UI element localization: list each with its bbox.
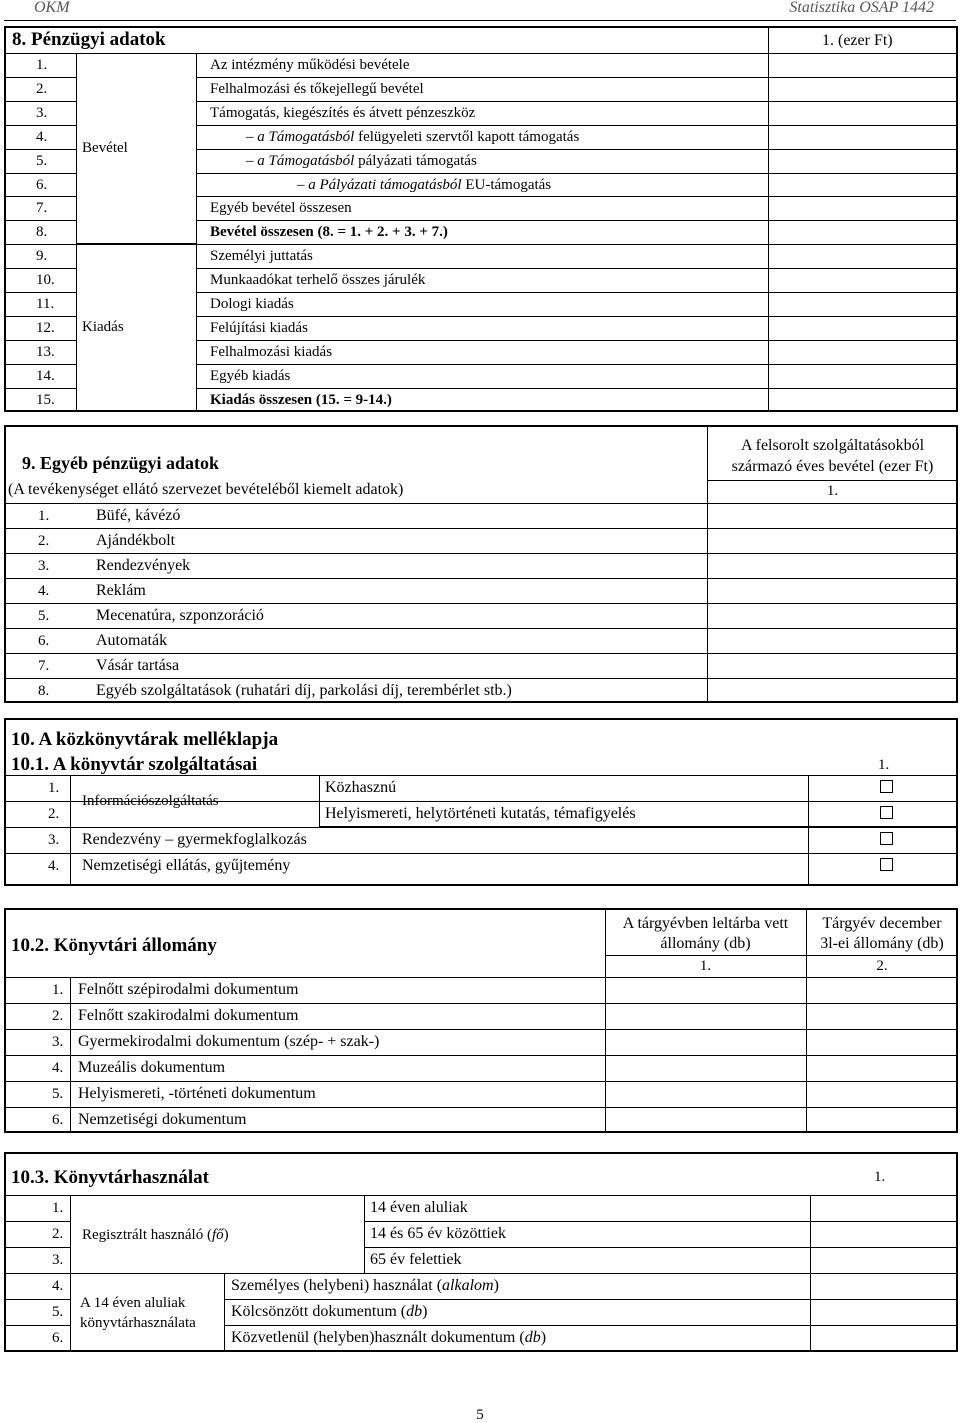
s101-row-label: Helyismereti, helytörténeti kutatás, témafigyelés	[325, 805, 636, 822]
section-10-3-title: 10.3. Könyvtárhasználat	[11, 1167, 209, 1188]
s102-value-cell-2[interactable]	[807, 1082, 957, 1106]
header-rule	[4, 20, 956, 21]
s8-row-label: Egyéb bevétel összesen	[210, 200, 352, 216]
s9-row-label: Rendezvények	[96, 557, 191, 574]
col2-header-b: 3l-ei állomány (db)	[820, 935, 944, 952]
s102-row-number: 5.	[52, 1086, 64, 1102]
s9-row-number: 5.	[38, 608, 50, 624]
s102-row-number: 1.	[52, 982, 64, 998]
s9-row-number: 7.	[38, 658, 50, 674]
info-group-label: Információszolgáltatás	[82, 793, 219, 809]
col2-num: 2.	[876, 958, 888, 974]
section-10-1-title: 10.1. A könyvtár szolgáltatásai	[11, 754, 258, 775]
group-under-14-b: könyvtárhasználata	[80, 1315, 196, 1331]
s103-value-cell[interactable]	[811, 1196, 957, 1220]
s8-row-label: Kiadás összesen (15. = 9-14.)	[210, 392, 392, 408]
s8-row-label: Felhalmozási és tőkejellegű bevétel	[210, 81, 424, 97]
s8-value-cell[interactable]	[769, 221, 957, 243]
s103-value-cell[interactable]	[811, 1274, 957, 1298]
s8-row-label: Egyéb kiadás	[210, 368, 291, 384]
section-8-title: 8. Pénzügyi adatok	[12, 29, 166, 50]
s9-value-cell[interactable]	[708, 554, 957, 577]
s8-row-number: 5.	[36, 153, 48, 169]
s103-row-number: 2.	[52, 1226, 64, 1242]
s103-row-label: 14 éven aluliak	[370, 1199, 468, 1216]
s8-value-cell[interactable]	[769, 78, 957, 100]
checkbox[interactable]	[880, 858, 893, 871]
s9-row-number: 8.	[38, 683, 50, 699]
s9-value-cell[interactable]	[708, 654, 957, 677]
s102-row-label: Felnőtt szakirodalmi dokumentum	[78, 1007, 299, 1024]
col1-header-b: állomány (db)	[660, 935, 751, 952]
s102-value-cell-1[interactable]	[606, 1004, 805, 1028]
s102-value-cell-2[interactable]	[807, 1030, 957, 1054]
s103-row-number: 4.	[52, 1278, 64, 1294]
col2-header-a: Tárgyév december	[822, 915, 942, 932]
s9-value-cell[interactable]	[708, 529, 957, 552]
s8-row-number: 14.	[36, 368, 55, 384]
checkbox[interactable]	[880, 806, 893, 819]
s8-row-label: – a Támogatásból felügyeleti szervtől kapott támogatás	[246, 129, 580, 145]
s102-row-label: Felnőtt szépirodalmi dokumentum	[78, 981, 299, 998]
group-kiadas: Kiadás	[82, 319, 124, 335]
s9-row-number: 4.	[38, 583, 50, 599]
s103-value-cell[interactable]	[811, 1300, 957, 1324]
s103-row-label: 65 év felettiek	[370, 1251, 462, 1268]
s8-value-cell[interactable]	[769, 389, 957, 411]
s101-row-label: Nemzetiségi ellátás, gyűjtemény	[82, 857, 291, 874]
s9-row-number: 1.	[38, 508, 50, 524]
col1-header-a: A tárgyévben leltárba vett	[622, 915, 789, 932]
s101-row-label: Rendezvény – gyermekfoglalkozás	[82, 831, 307, 848]
col1-num: 1.	[699, 958, 712, 974]
s8-row-number: 7.	[36, 200, 48, 216]
s9-row-label: Vásár tartása	[96, 657, 180, 674]
s8-row-label: Felújítási kiadás	[210, 320, 308, 336]
s103-row-number: 5.	[52, 1304, 64, 1320]
s103-row-label: 14 és 65 év közöttiek	[370, 1225, 506, 1242]
header-left: OKM	[34, 0, 70, 16]
s8-row-number: 13.	[36, 344, 55, 360]
s102-value-cell-1[interactable]	[606, 1108, 805, 1132]
s102-row-number: 6.	[52, 1112, 64, 1128]
s8-value-cell[interactable]	[769, 317, 957, 339]
header-right: Statisztika OSAP 1442	[789, 0, 934, 16]
s103-row-label: Kölcsönzött dokumentum (db)	[231, 1303, 428, 1320]
s101-row-number: 2.	[48, 806, 60, 822]
s103-row-number: 6.	[52, 1330, 64, 1346]
s101-row-label: Közhasznú	[325, 779, 397, 796]
s9-row-label: Ajándékbolt	[96, 532, 176, 549]
s8-row-label: Személyi juttatás	[210, 248, 313, 264]
s8-value-cell[interactable]	[769, 126, 957, 148]
s8-row-number: 3.	[36, 105, 48, 121]
s103-value-cell[interactable]	[811, 1248, 957, 1272]
s8-row-label: – a Támogatásból pályázati támogatás	[246, 153, 477, 169]
s102-row-label: Helyismereti, -történeti dokumentum	[78, 1085, 316, 1102]
s103-row-label: Személyes (helybeni) használat (alkalom)	[231, 1277, 499, 1294]
section-10-2-title: 10.2. Könyvtári állomány	[11, 935, 217, 956]
section-8-unit: 1. (ezer Ft)	[822, 32, 893, 49]
s8-row-label: Dologi kiadás	[210, 296, 294, 312]
section-10-3-col-num: 1.	[874, 1169, 886, 1185]
s103-row-number: 1.	[52, 1200, 64, 1216]
s102-value-cell-2[interactable]	[807, 1056, 957, 1080]
s103-row-number: 3.	[52, 1252, 64, 1268]
s101-row-number: 4.	[48, 858, 60, 874]
checkbox[interactable]	[880, 780, 893, 793]
s9-value-cell[interactable]	[708, 629, 957, 652]
s9-value-cell[interactable]	[708, 504, 957, 527]
s8-row-number: 2.	[36, 81, 48, 97]
s101-row-number: 1.	[48, 780, 60, 796]
s8-row-number: 4.	[36, 129, 48, 145]
s103-value-cell[interactable]	[811, 1222, 957, 1246]
s101-row-number: 3.	[48, 832, 60, 848]
s8-value-cell[interactable]	[769, 54, 957, 76]
s9-row-label: Büfé, kávézó	[96, 507, 181, 524]
s8-row-label: Felhalmozási kiadás	[210, 344, 333, 360]
s102-value-cell-2[interactable]	[807, 1004, 957, 1028]
s102-row-label: Muzeális dokumentum	[78, 1059, 226, 1076]
s102-value-cell-1[interactable]	[606, 1030, 805, 1054]
s8-value-cell[interactable]	[769, 293, 957, 315]
s8-row-number: 11.	[36, 296, 55, 312]
s8-row-number: 12.	[36, 320, 55, 336]
s9-row-label: Automaták	[96, 632, 168, 649]
s9-row-number: 6.	[38, 633, 50, 649]
s9-value-cell[interactable]	[708, 604, 957, 627]
s8-value-cell[interactable]	[769, 245, 957, 267]
s102-value-cell-2[interactable]	[807, 1108, 957, 1132]
s8-row-label: Az intézmény működési bevétele	[210, 57, 410, 73]
section-10-title: 10. A közkönyvtárak melléklapja	[11, 729, 279, 750]
s8-row-label: Bevétel összesen (8. = 1. + 2. + 3. + 7.)	[210, 224, 448, 240]
s102-row-label: Nemzetiségi dokumentum	[78, 1111, 247, 1128]
section-9-title: 9. Egyéb pénzügyi adatok	[22, 453, 220, 473]
s9-value-cell[interactable]	[708, 679, 957, 702]
s8-value-cell[interactable]	[769, 174, 957, 196]
s9-row-number: 3.	[38, 558, 50, 574]
s8-row-number: 10.	[36, 272, 55, 288]
s8-row-number: 8.	[36, 224, 48, 240]
section-9-col-num: 1.	[826, 483, 839, 499]
s8-row-label: – a Pályázati támogatásból EU-támogatás	[297, 177, 552, 193]
s102-value-cell-2[interactable]	[807, 978, 957, 1002]
s8-value-cell[interactable]	[769, 365, 957, 387]
s102-row-number: 4.	[52, 1060, 64, 1076]
s8-row-number: 6.	[36, 177, 48, 193]
s9-row-label: Reklám	[96, 582, 146, 599]
s8-row-number: 15.	[36, 392, 55, 408]
group-under-14-a: A 14 éven aluliak	[80, 1295, 186, 1311]
s8-row-label: Támogatás, kiegészítés és átvett pénzeszköz	[210, 105, 476, 121]
section-9-col-header-1: A felsorolt szolgáltatásokból	[740, 437, 925, 454]
section-10-1-col-num: 1.	[878, 757, 890, 773]
s8-value-cell[interactable]	[769, 197, 957, 219]
s102-row-label: Gyermekirodalmi dokumentum (szép- + szak-)	[78, 1033, 380, 1050]
s9-value-cell[interactable]	[708, 579, 957, 602]
s8-value-cell[interactable]	[769, 150, 957, 172]
s8-row-number: 9.	[36, 248, 48, 264]
s8-value-cell[interactable]	[769, 269, 957, 291]
s9-row-label: Mecenatúra, szponzoráció	[96, 607, 264, 624]
s8-value-cell[interactable]	[769, 341, 957, 363]
section-9-col-header-2: származó éves bevétel (ezer Ft)	[731, 458, 934, 475]
s103-row-label: Közvetlenül (helyben)használt dokumentum (db)	[231, 1329, 547, 1346]
s8-row-label: Munkaadókat terhelő összes járulék	[210, 272, 426, 288]
section-9-subtitle: (A tevékenységet ellátó szervezet bevételéből kiemelt adatok)	[8, 481, 404, 498]
s102-value-cell-1[interactable]	[606, 1082, 805, 1106]
s9-row-label: Egyéb szolgáltatások (ruhatári díj, parkolási díj, terembérlet stb.)	[96, 682, 512, 699]
s9-row-number: 2.	[38, 533, 50, 549]
s102-row-number: 2.	[52, 1008, 64, 1024]
group-registered-users: Regisztrált használó (fő)	[82, 1227, 229, 1243]
s8-row-number: 1.	[36, 57, 48, 73]
group-bevetel: Bevétel	[82, 140, 128, 156]
s8-value-cell[interactable]	[769, 102, 957, 124]
s102-value-cell-1[interactable]	[606, 978, 805, 1002]
s103-value-cell[interactable]	[811, 1326, 957, 1350]
s102-value-cell-1[interactable]	[606, 1056, 805, 1080]
s102-row-number: 3.	[52, 1034, 64, 1050]
checkbox[interactable]	[880, 832, 893, 845]
page-number: 5	[476, 1407, 484, 1423]
